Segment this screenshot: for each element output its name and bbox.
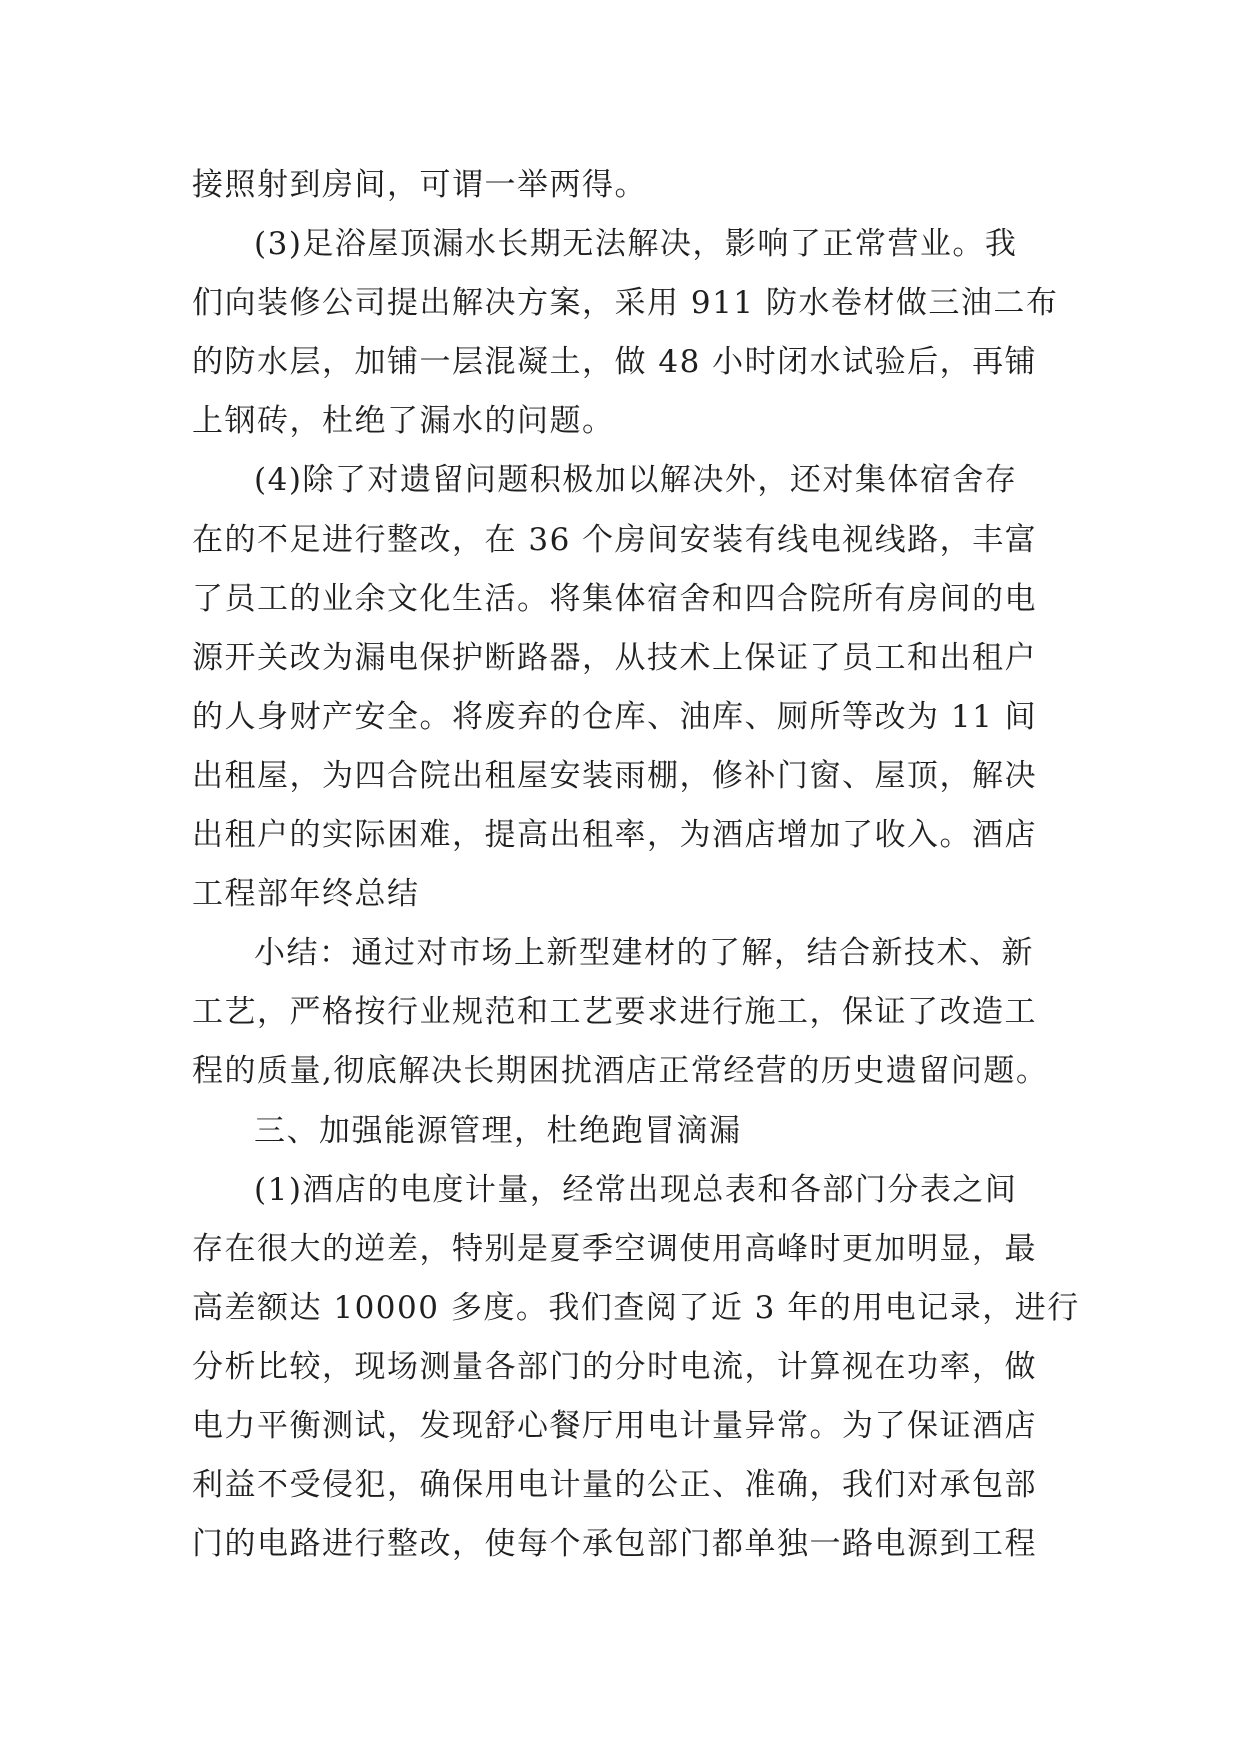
text-line: 上钢砖，杜绝了漏水的问题。 bbox=[192, 403, 615, 440]
text-line: 存在很大的逆差，特别是夏季空调使用高峰时更加明显，最 bbox=[192, 1230, 1037, 1267]
text-line: 小结：通过对市场上新型建材的了解，结合新技术、新 bbox=[254, 935, 1034, 972]
text-line: 门的电路进行整改，使每个承包部门都单独一路电源到工程 bbox=[192, 1526, 1037, 1563]
text-line: 接照射到房间，可谓一举两得。 bbox=[192, 167, 647, 203]
text-line: 工程部年终总结 bbox=[192, 876, 420, 913]
text-line: 出租屋，为四合院出租屋安装雨棚，修补门窗、屋顶，解决 bbox=[192, 757, 1037, 794]
text-line: 在的不足进行整改，在 36 个房间安装有线电视线路，丰富 bbox=[192, 521, 1038, 558]
text-line: 源开关改为漏电保护断路器，从技术上保证了员工和出租户 bbox=[192, 639, 1037, 676]
text-line: 利益不受侵犯，确保用电计量的公正、准确，我们对承包部 bbox=[192, 1467, 1037, 1504]
text-line: 电力平衡测试，发现舒心餐厅用电计量异常。为了保证酒店 bbox=[192, 1407, 1037, 1444]
document-body bbox=[192, 156, 1080, 1574]
text-line: 的防水层，加铺一层混凝土，做 48 小时闭水试验后，再铺 bbox=[192, 344, 1038, 381]
text-line: 工艺，严格按行业规范和工艺要求进行施工，保证了改造工 bbox=[192, 994, 1037, 1031]
text-line: 了员工的业余文化生活。将集体宿舍和四合院所有房间的电 bbox=[192, 580, 1037, 617]
text-line: (4)除了对遗留问题积极加以解决外，还对集体宿舍存 bbox=[254, 462, 1018, 499]
text-line: (3)足浴屋顶漏水长期无法解决，影响了正常营业。我 bbox=[254, 226, 1018, 263]
text-line: 高差额达 10000 多度。我们查阅了近 3 年的用电记录，进行 bbox=[192, 1289, 1080, 1326]
text-line: 分析比较，现场测量各部门的分时电流，计算视在功率，做 bbox=[192, 1348, 1037, 1385]
section-heading: 三、加强能源管理，杜绝跑冒滴漏 bbox=[254, 1112, 742, 1149]
text-line: (1)酒店的电度计量，经常出现总表和各部门分表之间 bbox=[254, 1171, 1018, 1208]
text-line: 的人身财产安全。将废弃的仓库、油库、厕所等改为 11 间 bbox=[192, 698, 1038, 735]
text-line: 们向装修公司提出解决方案，采用 911 防水卷材做三油二布 bbox=[192, 285, 1059, 322]
text-line: 出租户的实际困难，提高出租率，为酒店增加了收入。酒店 bbox=[192, 817, 1037, 854]
text-line: 程的质量,彻底解决长期困扰酒店正常经营的历史遗留问题。 bbox=[192, 1053, 1049, 1090]
